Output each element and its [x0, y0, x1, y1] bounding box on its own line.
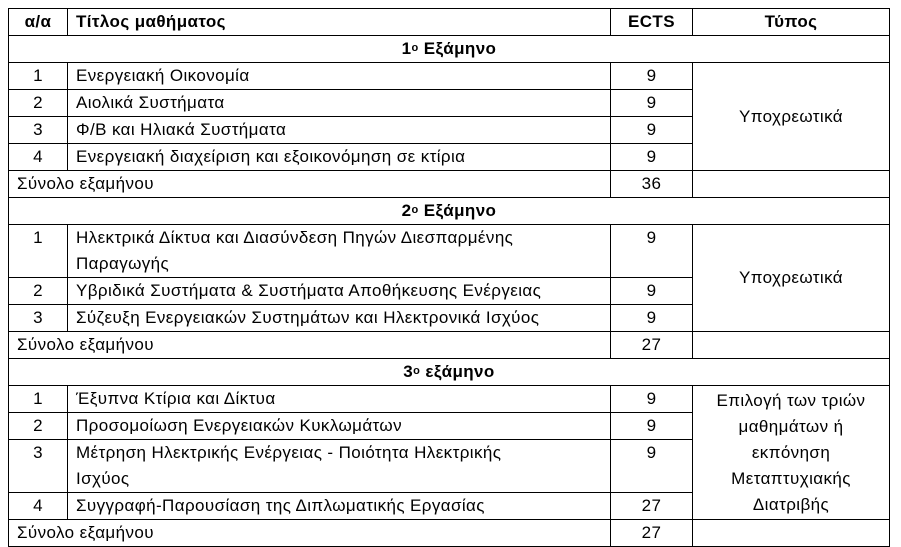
course-number: 4	[9, 493, 68, 520]
course-ects: 9	[611, 278, 693, 305]
course-title: Σύζευξη Ενεργειακών Συστημάτων και Ηλεκτρονικά Ισχύος	[68, 305, 611, 332]
header-title: Τίτλος μαθήματος	[68, 9, 611, 36]
type-line: Μεταπτυχιακής	[731, 468, 851, 488]
total-ects: 36	[611, 171, 693, 198]
course-number: 2	[9, 90, 68, 117]
header-ects: ECTS	[611, 9, 693, 36]
course-number: 3	[9, 117, 68, 144]
course-ects: 9	[611, 117, 693, 144]
total-label: Σύνολο εξαμήνου	[9, 332, 611, 359]
table-row	[9, 63, 890, 90]
header-row	[9, 9, 890, 36]
table-row	[9, 386, 890, 413]
semester-total-row	[9, 332, 890, 359]
course-ects: 9	[611, 225, 693, 278]
semester-sup: ο	[411, 42, 419, 54]
table-row	[9, 225, 890, 278]
semester-label: εξάμηνο	[420, 362, 495, 381]
semester-number: 1	[401, 39, 412, 58]
course-type	[693, 386, 890, 520]
course-number: 2	[9, 278, 68, 305]
semester-label: Εξάμηνο	[418, 39, 497, 58]
course-ects: 9	[611, 305, 693, 332]
course-number: 1	[9, 386, 68, 413]
course-title: Ενεργειακή διαχείριση και εξοικονόμηση σε κτίρια	[68, 144, 611, 171]
curriculum-table	[8, 8, 890, 547]
course-number: 4	[9, 144, 68, 171]
course-number: 1	[9, 63, 68, 90]
semester-heading-2	[9, 198, 890, 225]
course-title	[68, 440, 611, 493]
semester-number: 2	[401, 201, 412, 220]
semester-heading-3	[9, 359, 890, 386]
semester-number: 3	[403, 362, 414, 381]
course-ects: 9	[611, 413, 693, 440]
course-number: 1	[9, 225, 68, 278]
course-title-line: Ηλεκτρικά Δίκτυα και Διασύνδεση Πηγών Διεσπαρμένης	[76, 228, 514, 247]
course-ects: 9	[611, 90, 693, 117]
course-title: Έξυπνα Κτίρια και Δίκτυα	[68, 386, 611, 413]
course-type: Υποχρεωτικά	[693, 225, 890, 332]
header-type: Τύπος	[693, 9, 890, 36]
course-title: Ενεργειακή Οικονομία	[68, 63, 611, 90]
course-title-line: Ισχύος	[76, 469, 130, 488]
course-number: 3	[9, 440, 68, 493]
type-line: Διατριβής	[752, 494, 830, 514]
header-aa: α/α	[9, 9, 68, 36]
type-line: εκπόνηση	[751, 442, 831, 462]
course-ects: 9	[611, 440, 693, 493]
total-label: Σύνολο εξαμήνου	[9, 520, 611, 547]
course-number: 2	[9, 413, 68, 440]
type-line: μαθημάτων ή	[738, 416, 844, 436]
semester-sup: ο	[413, 365, 421, 377]
course-ects: 9	[611, 386, 693, 413]
course-ects: 9	[611, 144, 693, 171]
semester-label: Εξάμηνο	[418, 201, 497, 220]
course-title: Αιολικά Συστήματα	[68, 90, 611, 117]
semester-sup: ο	[411, 204, 419, 216]
course-title: Φ/Β και Ηλιακά Συστήματα	[68, 117, 611, 144]
total-ects: 27	[611, 520, 693, 547]
semester-heading-1	[9, 36, 890, 63]
course-number: 3	[9, 305, 68, 332]
total-ects: 27	[611, 332, 693, 359]
course-title: Υβριδικά Συστήματα & Συστήματα Αποθήκευσης Ενέργειας	[68, 278, 611, 305]
course-title: Προσομοίωση Ενεργειακών Κυκλωμάτων	[68, 413, 611, 440]
course-title-line: Παραγωγής	[76, 254, 170, 273]
type-line: Επιλογή των τριών	[716, 390, 866, 410]
course-ects: 27	[611, 493, 693, 520]
course-title: Συγγραφή-Παρουσίαση της Διπλωματικής Εργασίας	[68, 493, 611, 520]
course-type: Υποχρεωτικά	[693, 63, 890, 171]
total-label: Σύνολο εξαμήνου	[9, 171, 611, 198]
course-title	[68, 225, 611, 278]
semester-total-row	[9, 520, 890, 547]
semester-total-row	[9, 171, 890, 198]
course-ects: 9	[611, 63, 693, 90]
course-title-line: Μέτρηση Ηλεκτρικής Ενέργειας - Ποιότητα Ηλεκτρικής	[76, 443, 502, 462]
